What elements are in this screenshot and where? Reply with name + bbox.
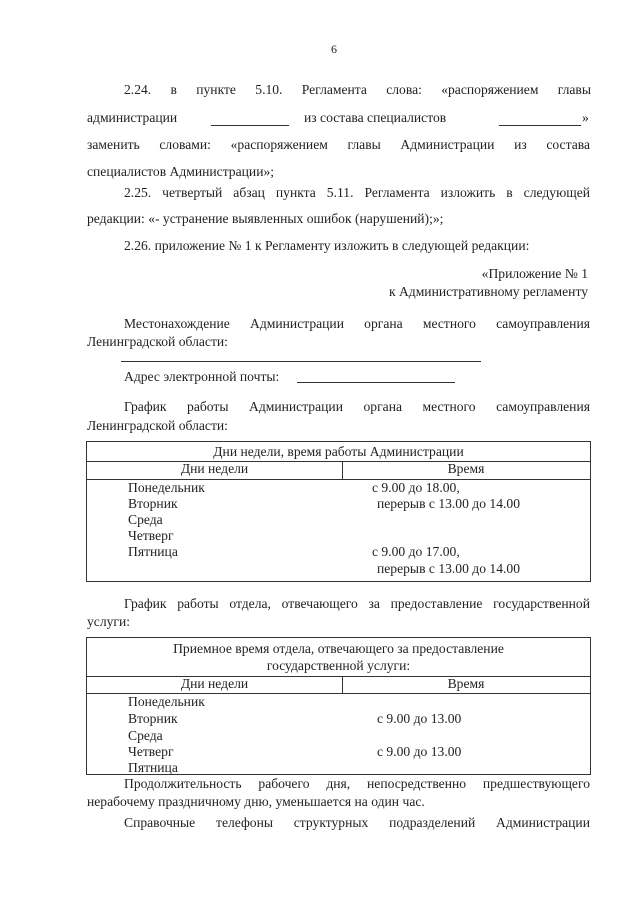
day-cell: Пятница [128, 544, 178, 559]
time-cell: перерыв с 13.00 до 14.00 [377, 561, 520, 576]
admin-schedule-table [86, 441, 591, 582]
column-header-time: Время [447, 461, 485, 476]
dept-line-2: услуги: [87, 614, 131, 629]
day-cell: Понедельник [128, 694, 205, 709]
time-cell: с 9.00 до 13.00 [377, 744, 462, 759]
column-header-days: Дни недели [180, 676, 249, 691]
reception-schedule-table [86, 637, 591, 775]
day-cell: Вторник [128, 496, 178, 511]
schedule-line-1: График работы Администрации органа местного самоуправления [124, 399, 590, 414]
location-line-1: Местонахождение Администрации органа местного самоуправления [124, 316, 590, 331]
day-cell: Четверг [128, 744, 174, 759]
column-divider [342, 676, 343, 693]
appendix-title: «Приложение № 1 [481, 266, 588, 281]
table-title-line-2: государственной услуги: [266, 658, 411, 673]
day-cell: Пятница [128, 760, 178, 775]
day-cell: Среда [128, 512, 163, 527]
table-title-line-1: Приемное время отдела, отвечающего за предоставление [173, 641, 504, 656]
day-cell: Понедельник [128, 480, 205, 495]
day-cell: Четверг [128, 528, 174, 543]
duration-line-1: Продолжительность рабочего дня, непосредственно предшествующего [124, 776, 590, 791]
column-header-time: Время [447, 676, 485, 691]
blank-line [211, 125, 289, 126]
day-cell: Среда [128, 728, 163, 743]
location-line-2: Ленинградской области: [87, 334, 228, 349]
time-cell: с 9.00 до 17.00, [372, 544, 460, 559]
clause-2-24-line-2c: » [582, 110, 589, 125]
email-blank [297, 382, 455, 383]
page-number: 6 [331, 42, 337, 56]
location-blank [121, 361, 481, 362]
column-divider [342, 461, 343, 479]
clause-2-24-line-4: специалистов Администрации»; [87, 164, 275, 179]
time-cell: с 9.00 до 13.00 [377, 711, 462, 726]
clause-2-26-line-1: 2.26. приложение № 1 к Регламенту изложить в следующей редакции: [124, 238, 530, 253]
dept-line-1: График работы отдела, отвечающего за предоставление государственной [124, 596, 590, 611]
email-label: Адрес электронной почты: [124, 369, 280, 384]
duration-line-2: нерабочему праздничному дню, уменьшается на один час. [87, 794, 425, 809]
clause-2-24-line-2b: из состава специалистов [304, 110, 447, 125]
table-title: Дни недели, время работы Администрации [213, 444, 464, 459]
time-cell: перерыв с 13.00 до 14.00 [377, 496, 520, 511]
clause-2-25-line-1: 2.25. четвертый абзац пункта 5.11. Регламента изложить в следующей [124, 185, 590, 200]
clause-2-24-line-2a: администрации [87, 110, 178, 125]
schedule-line-2: Ленинградской области: [87, 418, 228, 433]
blank-line [499, 125, 581, 126]
column-header-days: Дни недели [180, 461, 249, 476]
clause-2-24-line-1: 2.24. в пункте 5.10. Регламента слова: «распоряжением главы [124, 82, 591, 97]
clause-2-24-line-3: заменить словами: «распоряжением главы Администрации из состава [87, 137, 590, 152]
day-cell: Вторник [128, 711, 178, 726]
time-cell: с 9.00 до 18.00, [372, 480, 460, 495]
phones-line-1: Справочные телефоны структурных подразделений Администрации [124, 815, 590, 830]
appendix-subtitle: к Административному регламенту [388, 284, 588, 299]
clause-2-25-line-2: редакции: «- устранение выявленных ошибок (нарушений);»; [87, 211, 444, 226]
